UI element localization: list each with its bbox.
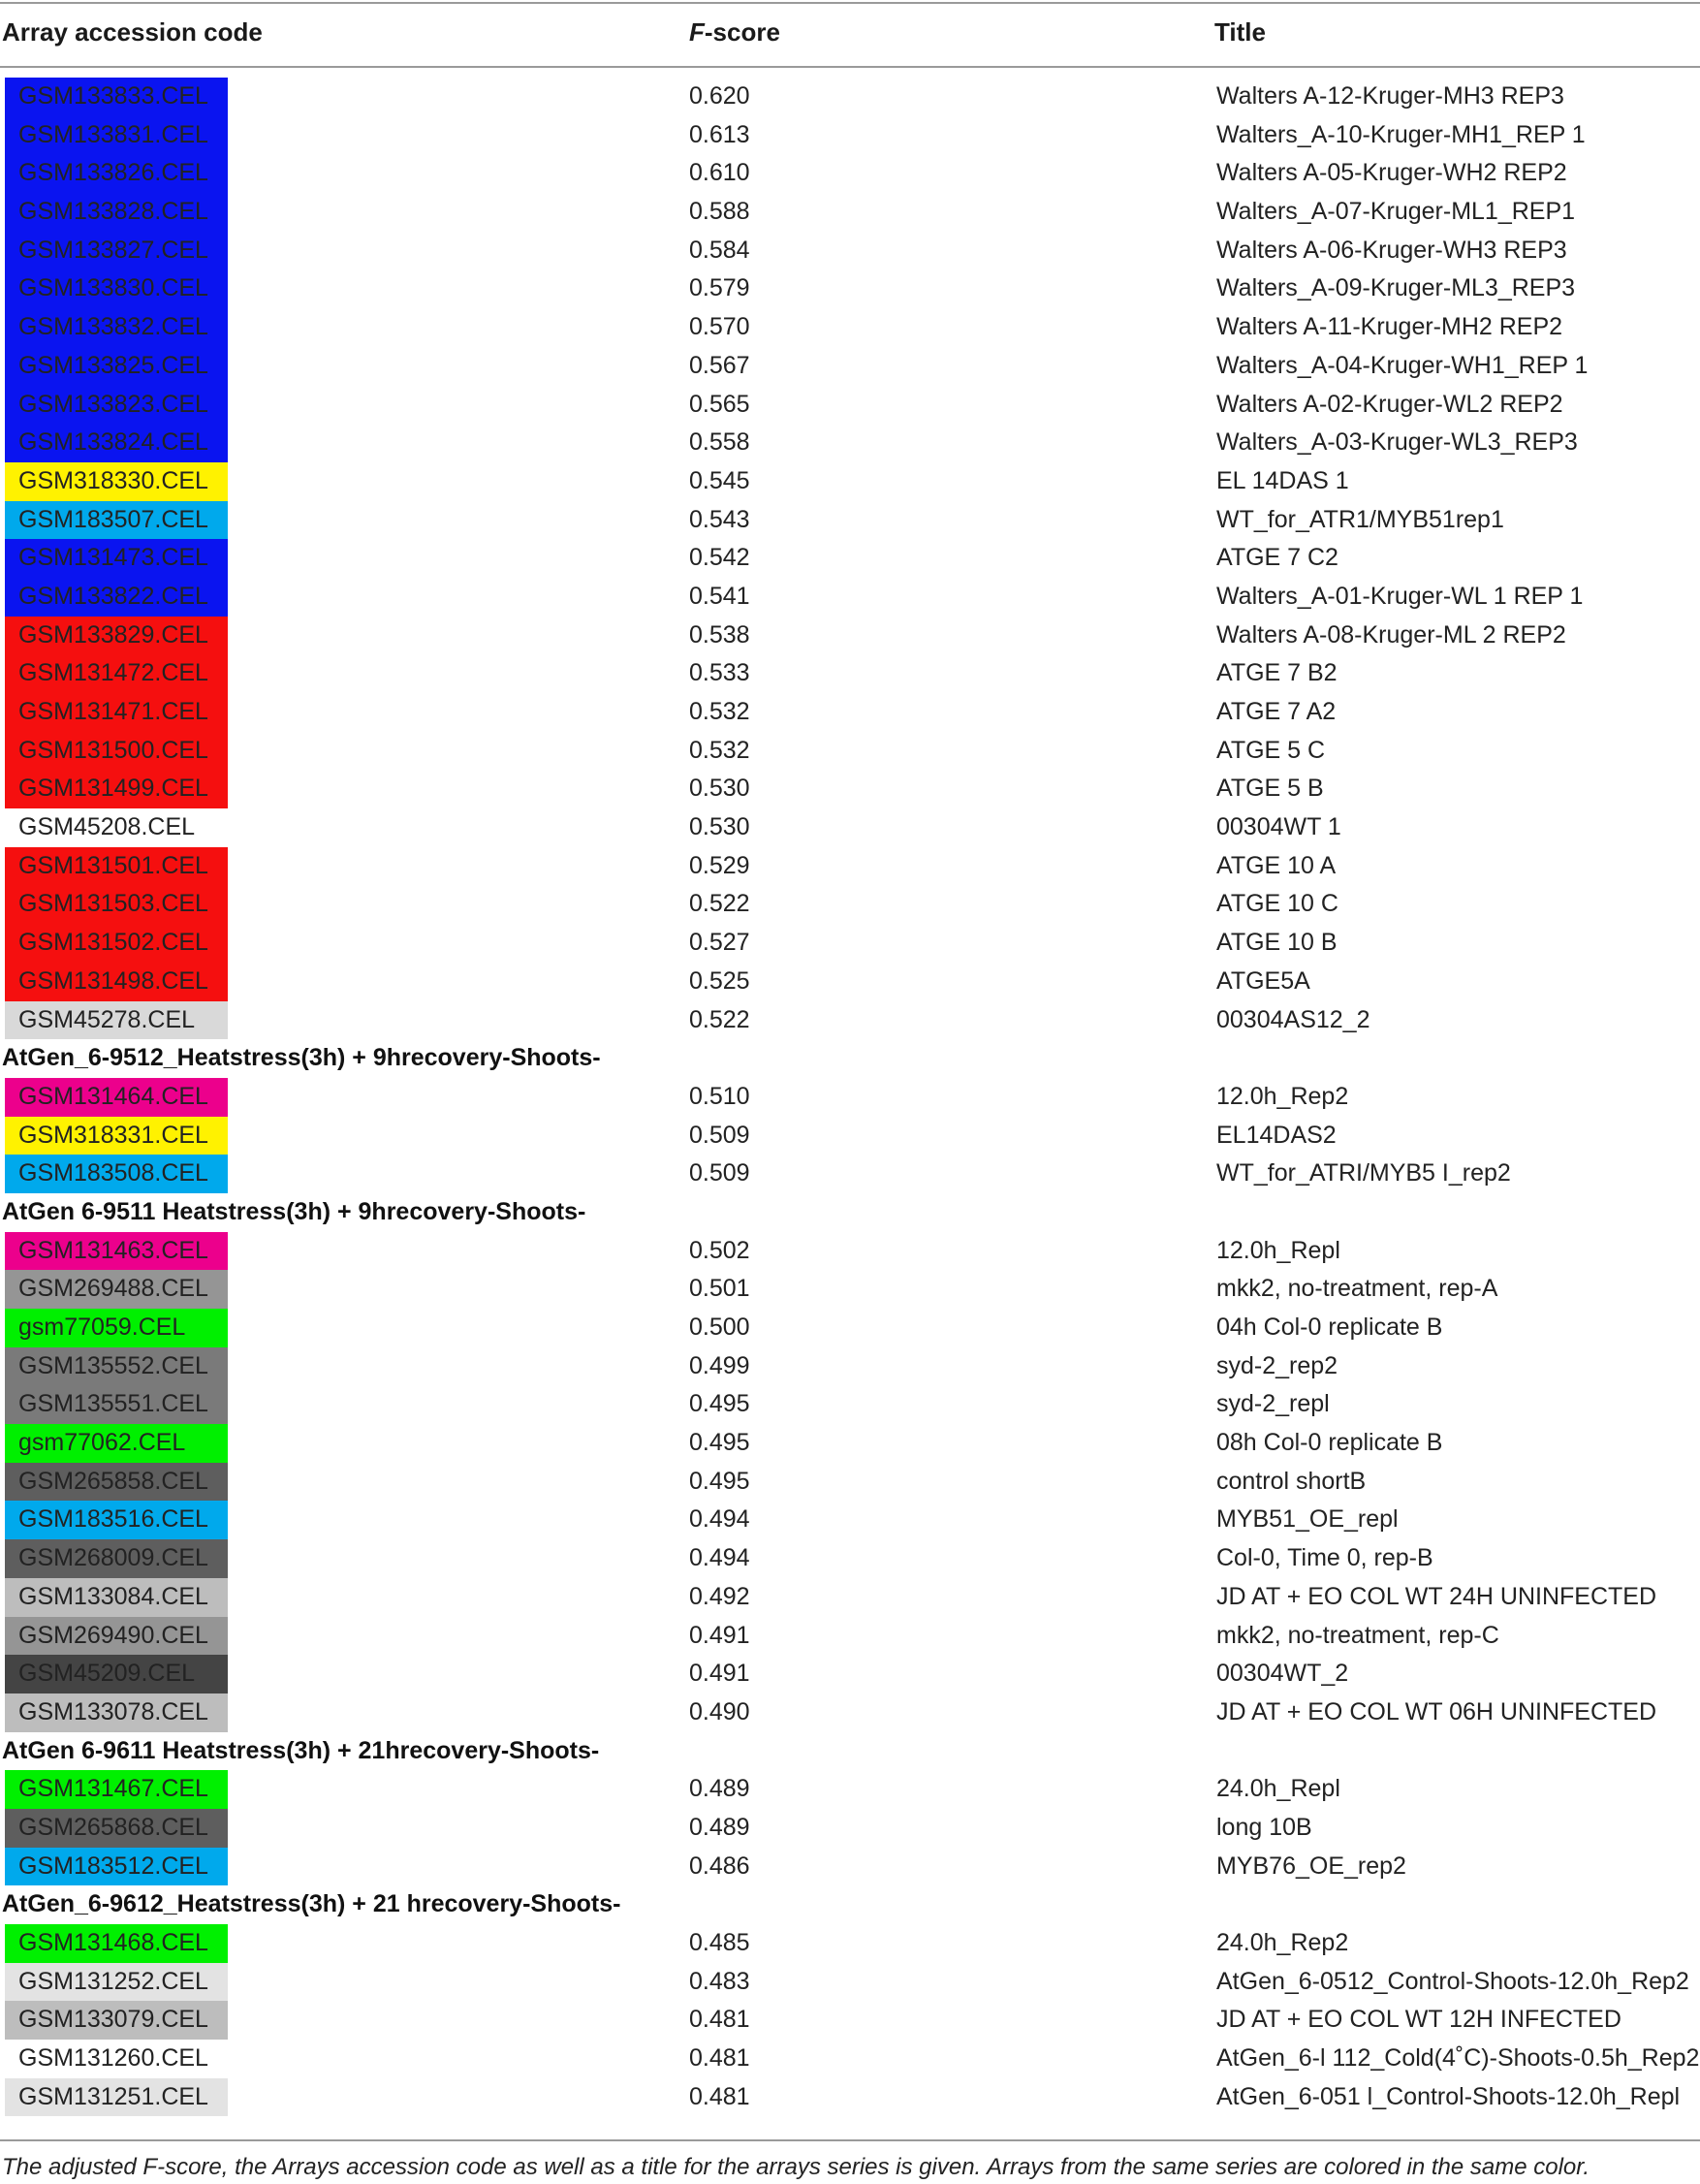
table-row <box>0 539 1700 578</box>
table-row <box>0 2078 1700 2117</box>
title-cell: Walters_A-01-Kruger-WL 1 REP 1 <box>1216 582 1584 610</box>
title-cell: JD AT + EO COL WT 12H INFECTED <box>1216 2006 1621 2034</box>
title-cell: 00304AS12_2 <box>1216 1005 1370 1033</box>
fscore-cell: 0.489 <box>689 1775 750 1803</box>
accession-code-cell: GSM133084.CEL <box>5 1578 228 1617</box>
accession-code-cell: GSM265868.CEL <box>5 1809 228 1848</box>
column-header-fscore <box>689 17 780 47</box>
title-cell: AtGen_6-l 112_Cold(4˚C)-Shoots-0.5h_Rep2 <box>1216 2044 1700 2073</box>
table-row <box>0 885 1700 924</box>
table-body <box>0 78 1700 2116</box>
title-cell: ATGE5A <box>1216 966 1310 995</box>
title-cell: 24.0h_Rep2 <box>1216 1929 1349 1956</box>
accession-code-cell: GSM131467.CEL <box>5 1770 228 1809</box>
fscore-cell: 0.509 <box>689 1159 750 1187</box>
fscore-cell: 0.510 <box>689 1082 750 1110</box>
title-cell: MYB51_OE_repl <box>1216 1505 1399 1534</box>
accession-code-cell: GSM45208.CEL <box>18 813 196 841</box>
title-cell: Walters_A-03-Kruger-WL3_REP3 <box>1216 428 1578 457</box>
fscore-cell: 0.483 <box>689 1967 750 1995</box>
table-row <box>0 654 1700 693</box>
accession-code-cell: GSM318330.CEL <box>5 462 228 501</box>
fscore-cell: 0.613 <box>689 120 750 148</box>
accession-code-cell: GSM131473.CEL <box>5 539 228 578</box>
accession-code-cell: GSM131501.CEL <box>5 847 228 886</box>
table-row <box>0 116 1700 155</box>
table-row <box>0 2040 1700 2078</box>
table-row <box>0 1924 1700 1963</box>
accession-code-cell: gsm77059.CEL <box>5 1309 228 1347</box>
title-cell: ATGE 10 B <box>1216 929 1338 957</box>
table-row <box>0 1385 1700 1424</box>
title-cell: AtGen_6-051 l_Control-Shoots-12.0h_Repl <box>1216 2082 1681 2110</box>
title-cell: Walters A-08-Kruger-ML 2 REP2 <box>1216 620 1566 649</box>
fscore-cell: 0.532 <box>689 698 750 725</box>
fscore-cell: 0.502 <box>689 1236 750 1264</box>
group-label: AtGen 6-9511 Heatstress(3h) + 9hrecovery-Shoots- <box>2 1197 586 1225</box>
fscore-cell: 0.489 <box>689 1813 750 1841</box>
fscore-cell: 0.541 <box>689 582 750 610</box>
title-cell: ATGE 7 B2 <box>1216 659 1338 687</box>
group-label-row <box>0 1039 1700 1078</box>
title-cell: ATGE 7 C2 <box>1216 544 1338 572</box>
accession-code-cell: GSM131500.CEL <box>5 732 228 771</box>
table-row <box>0 1501 1700 1539</box>
title-cell: Walters A-12-Kruger-MH3 REP3 <box>1216 82 1564 110</box>
table-row <box>0 2001 1700 2040</box>
fscore-cell: 0.532 <box>689 736 750 764</box>
header-rule <box>0 66 1700 68</box>
table-row <box>0 1693 1700 1732</box>
title-cell: 08h Col-0 replicate B <box>1216 1429 1443 1457</box>
fscore-cell: 0.533 <box>689 659 750 687</box>
table-row <box>0 154 1700 193</box>
table-row <box>0 1155 1700 1193</box>
accession-code-cell: GSM131471.CEL <box>5 693 228 732</box>
title-cell: Col-0, Time 0, rep-B <box>1216 1544 1433 1572</box>
table-row <box>0 1232 1700 1271</box>
group-label-row <box>0 1193 1700 1232</box>
title-cell: 00304WT 1 <box>1216 813 1341 841</box>
accession-code-cell: GSM135552.CEL <box>5 1347 228 1386</box>
fscore-cell: 0.588 <box>689 198 750 226</box>
table-row <box>0 963 1700 1001</box>
table-row <box>0 578 1700 617</box>
table-row <box>0 1848 1700 1886</box>
table-row <box>0 1617 1700 1656</box>
table-row <box>0 1809 1700 1848</box>
accession-code-cell: GSM131499.CEL <box>5 770 228 808</box>
table-row <box>0 1117 1700 1155</box>
bottom-rule <box>0 2139 1700 2141</box>
title-cell: long 10B <box>1216 1813 1312 1841</box>
table-row <box>0 808 1700 847</box>
fscore-cell: 0.620 <box>689 82 750 110</box>
table-row <box>0 1424 1700 1463</box>
fscore-cell: 0.501 <box>689 1275 750 1303</box>
fscore-suffix: -score <box>704 17 780 47</box>
column-header-title: Title <box>1214 17 1266 47</box>
fscore-cell: 0.558 <box>689 428 750 457</box>
title-cell: AtGen_6-0512_Control-Shoots-12.0h_Rep2 <box>1216 1967 1689 1995</box>
accession-code-cell: GSM133830.CEL <box>5 269 228 308</box>
fscore-cell: 0.545 <box>689 466 750 494</box>
fscore-cell: 0.495 <box>689 1390 750 1418</box>
accession-code-cell: GSM135551.CEL <box>5 1385 228 1424</box>
fscore-cell: 0.509 <box>689 1121 750 1149</box>
accession-code-cell: GSM133078.CEL <box>5 1693 228 1732</box>
fscore-cell: 0.495 <box>689 1467 750 1495</box>
accession-code-cell: GSM265858.CEL <box>5 1463 228 1502</box>
fscore-cell: 0.491 <box>689 1621 750 1649</box>
accession-code-cell: GSM133822.CEL <box>5 578 228 617</box>
fscore-cell: 0.530 <box>689 775 750 803</box>
fscore-cell: 0.543 <box>689 505 750 533</box>
accession-code-cell: GSM131498.CEL <box>5 963 228 1001</box>
title-cell: JD AT + EO COL WT 24H UNINFECTED <box>1216 1582 1657 1610</box>
accession-code-cell: GSM131503.CEL <box>5 885 228 924</box>
accession-code-cell: GSM131463.CEL <box>5 1232 228 1271</box>
fscore-cell: 0.579 <box>689 274 750 302</box>
table-row <box>0 732 1700 771</box>
table-row <box>0 424 1700 462</box>
accession-code-cell: GSM133824.CEL <box>5 424 228 462</box>
fscore-cell: 0.499 <box>689 1351 750 1379</box>
table-row <box>0 308 1700 347</box>
accession-code-cell: GSM133829.CEL <box>5 617 228 655</box>
fscore-cell: 0.481 <box>689 2006 750 2034</box>
table-row <box>0 1309 1700 1347</box>
accession-code-cell: GSM131260.CEL <box>18 2044 208 2073</box>
table-row <box>0 1578 1700 1617</box>
table-row <box>0 1655 1700 1693</box>
table-row <box>0 1770 1700 1809</box>
title-cell: MYB76_OE_rep2 <box>1216 1852 1406 1880</box>
table-row <box>0 193 1700 232</box>
accession-code-cell: GSM133823.CEL <box>5 386 228 425</box>
accession-code-cell: GSM133079.CEL <box>5 2001 228 2040</box>
fscore-cell: 0.491 <box>689 1660 750 1688</box>
fscore-cell: 0.500 <box>689 1314 750 1341</box>
title-cell: Walters_A-09-Kruger-ML3_REP3 <box>1216 274 1576 302</box>
fscore-cell: 0.584 <box>689 236 750 264</box>
fscore-cell: 0.522 <box>689 1005 750 1033</box>
fscore-cell: 0.495 <box>689 1429 750 1457</box>
fscore-cell: 0.570 <box>689 313 750 341</box>
group-label-row <box>0 1732 1700 1771</box>
table-row <box>0 1270 1700 1309</box>
accession-code-cell: GSM183516.CEL <box>5 1501 228 1539</box>
title-cell: ATGE 5 C <box>1216 736 1326 764</box>
accession-code-cell: GSM131252.CEL <box>5 1963 228 2002</box>
fscore-cell: 0.610 <box>689 159 750 187</box>
table-row <box>0 1001 1700 1040</box>
fscore-cell: 0.542 <box>689 544 750 572</box>
fscore-cell: 0.529 <box>689 851 750 879</box>
group-label-row <box>0 1885 1700 1924</box>
group-label: AtGen 6-9611 Heatstress(3h) + 21hrecovery-Shoots- <box>2 1736 600 1764</box>
title-cell: Walters_A-07-Kruger-ML1_REP1 <box>1216 198 1576 226</box>
fscore-cell: 0.538 <box>689 620 750 649</box>
accession-code-cell: GSM183507.CEL <box>5 501 228 540</box>
table-row <box>0 462 1700 501</box>
fscore-cell: 0.565 <box>689 390 750 418</box>
accession-code-cell: GSM133832.CEL <box>5 308 228 347</box>
fscore-cell: 0.490 <box>689 1697 750 1725</box>
table-row <box>0 1078 1700 1117</box>
accession-code-cell: GSM268009.CEL <box>5 1539 228 1578</box>
group-label: AtGen_6-9512_Heatstress(3h) + 9hrecovery-Shoots- <box>2 1044 601 1072</box>
accession-code-cell: GSM133833.CEL <box>5 78 228 116</box>
table-row <box>0 1539 1700 1578</box>
table-row <box>0 386 1700 425</box>
fscore-cell: 0.481 <box>689 2082 750 2110</box>
fscore-cell: 0.530 <box>689 813 750 841</box>
title-cell: 12.0h_Repl <box>1216 1236 1340 1264</box>
table-row <box>0 269 1700 308</box>
title-cell: WT_for_ATRI/MYB5 I_rep2 <box>1216 1159 1511 1187</box>
fscore-italic-letter: F <box>689 17 705 47</box>
accession-code-cell: GSM183508.CEL <box>5 1155 228 1193</box>
accession-code-cell: GSM133825.CEL <box>5 347 228 386</box>
accession-code-cell: GSM131502.CEL <box>5 924 228 963</box>
group-label: AtGen_6-9612_Heatstress(3h) + 21 hrecovery-Shoots- <box>2 1890 621 1918</box>
title-cell: mkk2, no-treatment, rep-A <box>1216 1275 1498 1303</box>
accession-code-cell: GSM131468.CEL <box>5 1924 228 1963</box>
fscore-cell: 0.492 <box>689 1582 750 1610</box>
title-cell: 00304WT_2 <box>1216 1660 1349 1688</box>
title-cell: Walters A-06-Kruger-WH3 REP3 <box>1216 236 1567 264</box>
top-rule <box>0 2 1700 4</box>
accession-code-cell: GSM133831.CEL <box>5 116 228 155</box>
title-cell: ATGE 5 B <box>1216 775 1324 803</box>
fscore-cell: 0.525 <box>689 966 750 995</box>
fscore-cell: 0.494 <box>689 1505 750 1534</box>
title-cell: Walters A-05-Kruger-WH2 REP2 <box>1216 159 1567 187</box>
table-row <box>0 1963 1700 2002</box>
fscore-cell: 0.522 <box>689 890 750 918</box>
accession-code-cell: GSM133827.CEL <box>5 232 228 270</box>
table-row <box>0 1463 1700 1502</box>
accession-code-cell: GSM318331.CEL <box>5 1117 228 1155</box>
title-cell: JD AT + EO COL WT 06H UNINFECTED <box>1216 1697 1657 1725</box>
fscore-cell: 0.527 <box>689 929 750 957</box>
title-cell: ATGE 10 A <box>1216 851 1337 879</box>
fscore-cell: 0.486 <box>689 1852 750 1880</box>
accession-code-cell: GSM131472.CEL <box>5 654 228 693</box>
fscore-cell: 0.481 <box>689 2044 750 2073</box>
title-cell: WT_for_ATR1/MYB51rep1 <box>1216 505 1504 533</box>
table-footnote: The adjusted F-score, the Arrays accession code as well as a title for the arrays series is given. Arrays from the same series are colored in the same color. <box>2 2154 1590 2180</box>
title-cell: 04h Col-0 replicate B <box>1216 1314 1443 1341</box>
title-cell: mkk2, no-treatment, rep-C <box>1216 1621 1499 1649</box>
table-row <box>0 924 1700 963</box>
accession-code-cell: GSM45209.CEL <box>5 1655 228 1693</box>
table-row <box>0 847 1700 886</box>
fscore-cell: 0.567 <box>689 351 750 379</box>
table-row <box>0 617 1700 655</box>
title-cell: ATGE 7 A2 <box>1216 698 1337 725</box>
accession-code-cell: GSM131464.CEL <box>5 1078 228 1117</box>
accession-code-cell: GSM133828.CEL <box>5 193 228 232</box>
title-cell: Walters A-11-Kruger-MH2 REP2 <box>1216 313 1563 341</box>
fscore-cell: 0.485 <box>689 1929 750 1956</box>
accession-code-cell: GSM45278.CEL <box>5 1001 228 1040</box>
fscore-cell: 0.494 <box>689 1544 750 1572</box>
title-cell: EL14DAS2 <box>1216 1121 1337 1149</box>
accession-code-cell: GSM269488.CEL <box>5 1270 228 1309</box>
title-cell: EL 14DAS 1 <box>1216 466 1349 494</box>
table-row <box>0 1347 1700 1386</box>
title-cell: Walters_A-04-Kruger-WH1_REP 1 <box>1216 351 1589 379</box>
title-cell: syd-2_repl <box>1216 1390 1330 1418</box>
accession-code-cell: GSM133826.CEL <box>5 154 228 193</box>
table-row <box>0 232 1700 270</box>
column-header-accession: Array accession code <box>2 17 263 47</box>
table-row <box>0 693 1700 732</box>
title-cell: 12.0h_Rep2 <box>1216 1082 1349 1110</box>
title-cell: Walters A-02-Kruger-WL2 REP2 <box>1216 390 1563 418</box>
title-cell: ATGE 10 C <box>1216 890 1338 918</box>
title-cell: control shortB <box>1216 1467 1367 1495</box>
table-row <box>0 770 1700 808</box>
accession-code-cell: GSM131251.CEL <box>5 2078 228 2117</box>
table-row <box>0 501 1700 540</box>
table-row <box>0 347 1700 386</box>
title-cell: Walters_A-10-Kruger-MH1_REP 1 <box>1216 120 1586 148</box>
accession-code-cell: gsm77062.CEL <box>5 1424 228 1463</box>
accession-code-cell: GSM269490.CEL <box>5 1617 228 1656</box>
table-row <box>0 78 1700 116</box>
accession-code-cell: GSM183512.CEL <box>5 1848 228 1886</box>
title-cell: 24.0h_Repl <box>1216 1775 1340 1803</box>
title-cell: syd-2_rep2 <box>1216 1351 1338 1379</box>
